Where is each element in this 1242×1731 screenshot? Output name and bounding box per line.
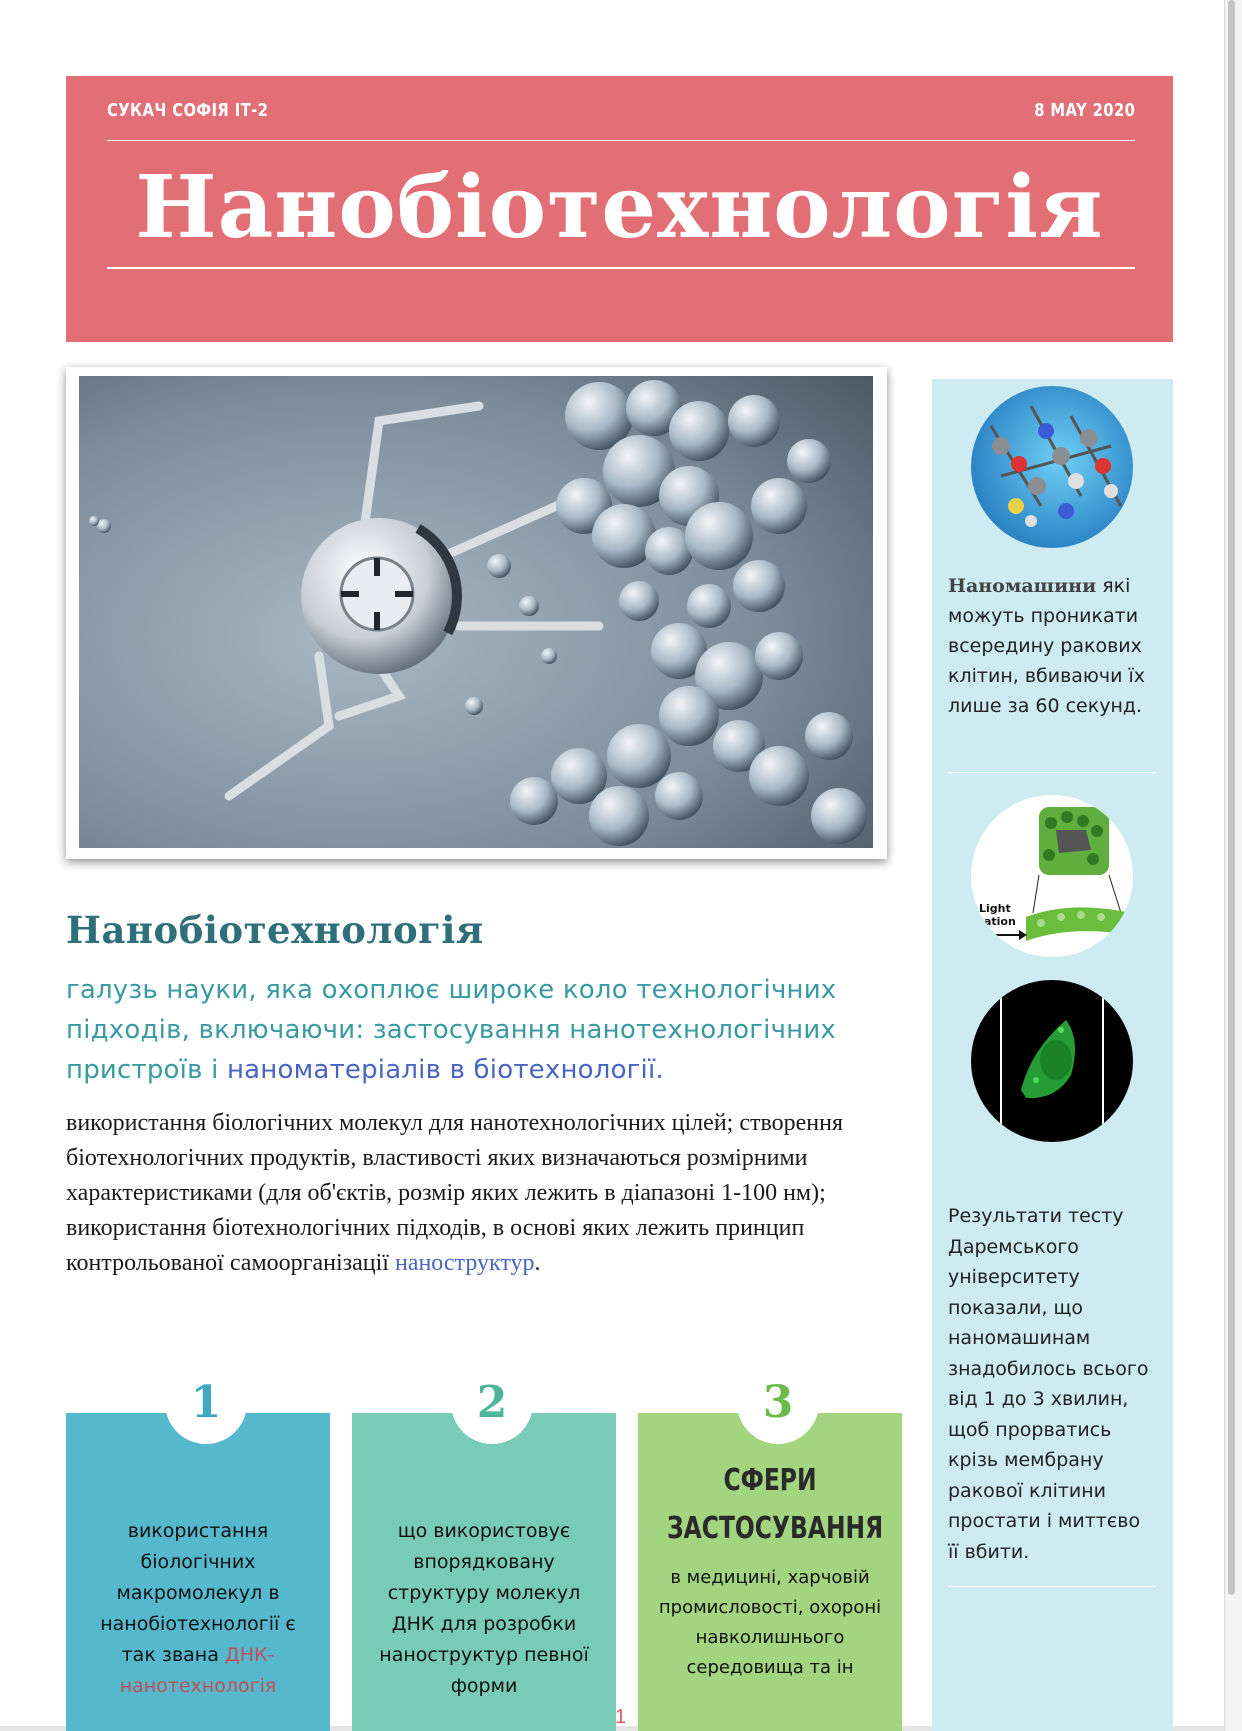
page-number: 1 [615,1706,627,1728]
card-text [86,1516,310,1702]
body-text: використання біологічних молекул для нанотехнологічних цілей; створення біотехнологічних продуктів, властивості яких визначаються розмірними характеристиками (для об'єктів, розмір яких лежить в діапазоні 1-100 нм); використання біотехнологічних підходів, в основі яких лежить принцип контрольованої самоорганізації [66,1110,844,1276]
sidebar-result-text: Результати тесту Даремського університету показали, що наномашинам знадобилось всього від 1 до 3 хвилин, щоб прорватись крізь мембрану ракової клітини простати і миттєво її вбити. [948,1205,1149,1563]
sidebar-divider [948,772,1156,773]
image-label-line2: ivation [973,915,1016,928]
card-3-text: в медицині, харчовій промисловості, охороні навколишнього середовища та ін [658,1567,882,1678]
sidebar-caption-text: які можуть проникати всередину ракових клітин, вбиваючи їх лише за 60 секунд. [948,575,1146,717]
card-2-text: що використовує впорядковану структуру молекул ДНК для розробки наноструктур певної форми [379,1520,589,1697]
publication-date: 8 MAY 2020 [1033,100,1135,121]
card-number-badge: 2 [451,1362,533,1444]
masthead-rule-top [107,140,1135,141]
info-card-1 [66,1377,330,1731]
card-3-heading-line1: СФЕРИ [723,1463,817,1498]
article-lead [66,970,886,1090]
info-card-2 [352,1377,616,1731]
card-3-heading-line2: ЗАСТОСУВАННЯ [667,1511,884,1546]
info-card-3 [638,1377,902,1731]
page-title: Нанобіотехнологія [135,157,1104,258]
sidebar [932,379,1173,1731]
card-3-heading [667,1457,884,1553]
masthead [66,76,1173,342]
hero-image-frame [66,367,887,859]
sidebar-image-fluorescent-cell [971,980,1133,1142]
sidebar-divider [948,1586,1156,1587]
card-number-badge: 3 [737,1362,819,1444]
article-title: Нанобіотехнологія [66,908,484,952]
image-label-line1: Light [979,902,1011,915]
body-link-nanostructures[interactable]: наноструктур [394,1250,535,1276]
body-end: . [534,1250,541,1276]
card-1-text: використання біологічних макромолекул в нанобіотехнології є так звана [100,1520,296,1666]
sidebar-image-molecules [971,386,1133,548]
masthead-rule-bottom [107,267,1135,269]
sidebar-caption [948,571,1163,721]
sidebar-caption-strong: Наномашини [948,575,1097,597]
lead-link-nanomaterials[interactable]: наноматеріалів в біотехнології. [226,1055,664,1085]
scrollbar-thumb[interactable] [1228,0,1235,1595]
card-1-link-dna-nanotech[interactable]: ДНК-нанотехнологія [119,1644,277,1697]
hero-nanorobot-image [79,376,873,848]
card-number-badge: 1 [165,1362,247,1444]
author-name: СУКАЧ СОФІЯ ІТ-2 [107,100,269,121]
article-body [66,1106,886,1281]
lead-text: галузь науки, яка охоплює широке коло технологічних підходів, включаючи: застосування нанотехнологічних пристроїв і [66,975,837,1085]
sidebar-image-membrane [971,795,1133,957]
